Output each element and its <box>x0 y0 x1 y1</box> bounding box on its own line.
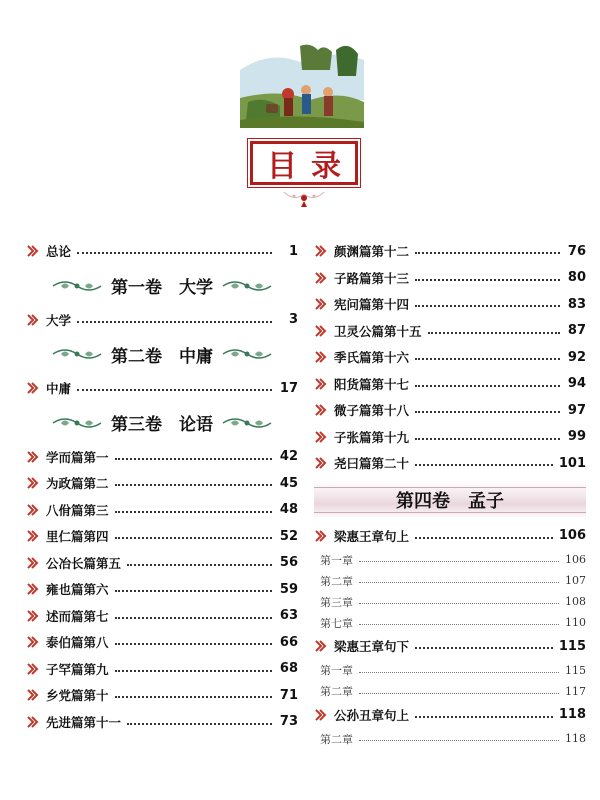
toc-entry[interactable] <box>26 682 298 709</box>
chevron-right-icon <box>26 529 40 543</box>
chevron-right-icon <box>314 456 328 470</box>
chevron-right-icon <box>26 450 40 464</box>
ornament-left-icon <box>51 278 103 294</box>
toc-chapter-label: 第一章 <box>320 664 353 677</box>
leader-dots <box>428 332 560 334</box>
toc-entry-page: 56 <box>279 555 298 571</box>
leader-dots <box>115 511 272 513</box>
toc-entry-label: 乡党篇第十 <box>46 688 109 704</box>
leader-dots <box>415 537 553 539</box>
leader-dots <box>415 716 553 718</box>
leader-dots <box>359 603 559 604</box>
toc-chapter-label: 第二章 <box>320 574 353 588</box>
toc-chapter[interactable] <box>314 660 586 681</box>
toc-entry-general[interactable] <box>26 238 298 265</box>
volume-4-entries <box>314 523 586 750</box>
toc-chapter-page: 106 <box>565 553 586 566</box>
toc-chapter-page: 107 <box>565 574 586 587</box>
leader-dots <box>115 458 272 460</box>
leader-dots <box>415 438 560 440</box>
toc-chapter[interactable] <box>314 549 586 570</box>
toc-entry-label: 中庸 <box>46 381 72 397</box>
toc-entry-page: 66 <box>279 634 298 650</box>
toc-entry-page: 80 <box>567 270 586 286</box>
volume-title: 第二卷 中庸 <box>111 346 213 367</box>
chevron-right-icon <box>314 403 328 417</box>
leader-dots <box>127 723 272 725</box>
toc-entry[interactable] <box>26 444 298 471</box>
leader-dots <box>359 693 559 694</box>
toc-entry-label: 里仁篇第四 <box>46 529 109 545</box>
leader-dots <box>115 643 272 645</box>
toc-chapter-page: 115 <box>565 663 586 677</box>
leader-dots <box>115 484 272 486</box>
toc-entry-page: 45 <box>279 475 298 491</box>
toc-entry-label: 梁惠王章句下 <box>334 639 410 655</box>
cover-illustration <box>240 40 364 128</box>
toc-chapter-label: 第七章 <box>320 616 353 630</box>
volume-heading-4 <box>314 481 586 519</box>
toc-entry[interactable] <box>26 629 298 656</box>
chevron-right-icon <box>26 688 40 702</box>
volume-title: 第三卷 论语 <box>111 415 213 435</box>
toc-entry[interactable] <box>314 344 586 371</box>
toc-entry[interactable] <box>26 576 298 603</box>
toc-entry-page: 94 <box>567 376 586 392</box>
leader-dots <box>115 696 272 698</box>
leader-dots <box>115 537 272 539</box>
toc-entry-label: 学而篇第一 <box>46 449 109 465</box>
toc-entry[interactable] <box>314 371 586 398</box>
chevron-right-icon <box>26 476 40 490</box>
leader-dots <box>415 647 553 649</box>
toc-entry-label: 梁惠王章句上 <box>334 528 410 544</box>
leader-dots <box>77 389 272 391</box>
leader-dots <box>415 385 560 387</box>
leader-dots <box>415 411 560 413</box>
toc-entry-label: 季氏篇第十六 <box>334 350 410 366</box>
toc-entry-page: 1 <box>288 243 298 259</box>
toc-entry-label: 泰伯篇第八 <box>46 635 109 651</box>
chevron-right-icon <box>26 556 40 570</box>
toc-entry-label: 述而篇第七 <box>46 608 109 624</box>
toc-entry-page: 101 <box>558 455 586 471</box>
leader-dots <box>127 564 272 566</box>
toc-entry[interactable] <box>314 291 586 318</box>
toc-chapter-label: 第二章 <box>320 732 353 746</box>
toc-chapter-page: 117 <box>565 684 586 698</box>
toc-entry-page: 42 <box>279 449 298 465</box>
leader-dots <box>359 672 559 673</box>
toc-entry-page: 106 <box>558 528 586 544</box>
heading-rule-bottom <box>314 512 586 513</box>
leader-dots <box>415 464 553 466</box>
volume-3-continued-entries <box>314 238 586 477</box>
toc-entry-page: 52 <box>279 528 298 544</box>
toc-chapter[interactable] <box>314 612 586 633</box>
toc-entry[interactable] <box>314 702 586 729</box>
toc-entry[interactable] <box>314 450 586 477</box>
chevron-right-icon <box>314 244 328 258</box>
toc-entry-label: 阳货篇第十七 <box>334 376 410 392</box>
toc-entry[interactable] <box>314 633 586 660</box>
toc-entry[interactable] <box>26 550 298 577</box>
toc-chapter-label: 第一章 <box>320 553 353 567</box>
toc-entry-label: 卫灵公篇第十五 <box>334 323 422 339</box>
toc-entry-label: 为政篇第二 <box>46 476 109 492</box>
toc-entry[interactable] <box>26 709 298 736</box>
toc-entry-page: 3 <box>288 312 298 328</box>
ornament-left-icon <box>51 415 103 431</box>
leader-dots <box>359 624 559 625</box>
chevron-right-icon <box>314 350 328 364</box>
toc-left-column <box>26 238 298 735</box>
toc-chapter[interactable] <box>314 728 586 749</box>
leader-dots <box>77 321 272 323</box>
volume-heading-1 <box>26 267 298 305</box>
toc-entry-page: 59 <box>279 581 298 597</box>
toc-entry-page: 48 <box>279 502 298 518</box>
chevron-right-icon <box>314 271 328 285</box>
chevron-right-icon <box>314 297 328 311</box>
leader-dots <box>359 740 559 741</box>
toc-chapter-page: 108 <box>565 595 586 608</box>
chevron-right-icon <box>314 708 328 722</box>
chevron-right-icon <box>26 609 40 623</box>
volume-heading-3 <box>26 404 298 442</box>
toc-entry-label: 宪问篇第十四 <box>334 297 410 313</box>
leader-dots <box>415 358 560 360</box>
toc-entry[interactable] <box>26 523 298 550</box>
toc-entry-label: 子罕篇第九 <box>46 661 109 677</box>
chevron-right-icon <box>26 582 40 596</box>
heading-rule-top <box>314 487 586 488</box>
toc-entry[interactable] <box>26 470 298 497</box>
toc-chapter[interactable] <box>314 681 586 702</box>
toc-entry-page: 17 <box>279 380 298 396</box>
leader-dots <box>115 617 272 619</box>
toc-chapter-label: 第二章 <box>320 685 353 698</box>
toc-entry-label: 子路篇第十三 <box>334 270 410 286</box>
toc-entry-page: 87 <box>567 323 586 339</box>
leader-dots <box>115 590 272 592</box>
toc-entry[interactable] <box>314 318 586 345</box>
leader-dots <box>415 252 560 254</box>
title-ornament-icon <box>280 186 328 208</box>
toc-entry-page: 97 <box>567 402 586 418</box>
toc-entry-page: 63 <box>279 608 298 624</box>
chevron-right-icon <box>26 635 40 649</box>
chevron-right-icon <box>26 503 40 517</box>
page-title-frame <box>250 141 358 185</box>
toc-entry-label: 颜渊篇第十二 <box>334 244 410 260</box>
toc-entry-label: 八佾篇第三 <box>46 502 109 518</box>
toc-chapter[interactable] <box>314 570 586 591</box>
toc-entry[interactable] <box>314 397 586 424</box>
toc-entry[interactable] <box>26 656 298 683</box>
chevron-right-icon <box>314 529 328 543</box>
volume-title: 第四卷 孟子 <box>396 490 504 512</box>
volume-title: 第一卷 大学 <box>111 278 213 298</box>
toc-entry[interactable] <box>26 375 298 402</box>
toc-entry-label: 微子篇第十八 <box>334 403 410 419</box>
chevron-right-icon <box>314 324 328 338</box>
chevron-right-icon <box>314 377 328 391</box>
toc-chapter[interactable] <box>314 591 586 612</box>
toc-entry[interactable] <box>26 307 298 334</box>
toc-entry-page: 92 <box>567 349 586 365</box>
toc-entry-label: 总论 <box>46 244 72 260</box>
chevron-right-icon <box>314 639 328 653</box>
toc-entry-page: 99 <box>567 429 586 445</box>
toc-entry[interactable] <box>314 523 586 550</box>
toc-chapter-label: 第三章 <box>320 595 353 609</box>
chevron-right-icon <box>314 430 328 444</box>
ornament-right-icon <box>221 346 273 362</box>
toc-entry[interactable] <box>26 497 298 524</box>
toc-entry-page: 71 <box>279 687 298 703</box>
toc-entry[interactable] <box>26 603 298 630</box>
chevron-right-icon <box>26 715 40 729</box>
ornament-right-icon <box>221 278 273 294</box>
toc-entry-label: 尧曰篇第二十 <box>334 456 410 472</box>
toc-entry-label: 公孙丑章句上 <box>334 707 410 723</box>
toc-chapter-page: 118 <box>565 732 586 745</box>
toc-entry-page: 118 <box>558 707 586 723</box>
toc-chapter-page: 110 <box>565 616 586 629</box>
toc-entry-label: 大学 <box>46 312 72 328</box>
chevron-right-icon <box>26 244 40 258</box>
chevron-right-icon <box>26 381 40 395</box>
leader-dots <box>115 670 272 672</box>
toc-entry[interactable] <box>314 238 586 265</box>
ornament-left-icon <box>51 346 103 362</box>
toc-entry-label: 先进篇第十一 <box>46 714 122 730</box>
leader-dots <box>415 279 560 281</box>
page-title: 目录 <box>267 149 355 184</box>
toc-entry-label: 公冶长篇第五 <box>46 555 122 571</box>
leader-dots <box>359 582 559 583</box>
leader-dots <box>359 561 559 562</box>
chevron-right-icon <box>26 313 40 327</box>
leader-dots <box>415 305 560 307</box>
toc-entry[interactable] <box>314 265 586 292</box>
toc-entry-label: 子张篇第十九 <box>334 429 410 445</box>
volume-3-entries <box>26 444 298 736</box>
toc-entry[interactable] <box>314 424 586 451</box>
toc-right-column <box>314 238 586 749</box>
toc-entry-page: 83 <box>567 296 586 312</box>
leader-dots <box>77 252 272 254</box>
toc-entry-page: 115 <box>558 638 586 654</box>
chevron-right-icon <box>26 662 40 676</box>
toc-entry-page: 76 <box>567 243 586 259</box>
ornament-right-icon <box>221 415 273 431</box>
toc-entry-page: 73 <box>279 714 298 730</box>
toc-entry-page: 68 <box>279 661 298 677</box>
volume-heading-2 <box>26 335 298 373</box>
toc-entry-label: 雍也篇第六 <box>46 582 109 598</box>
